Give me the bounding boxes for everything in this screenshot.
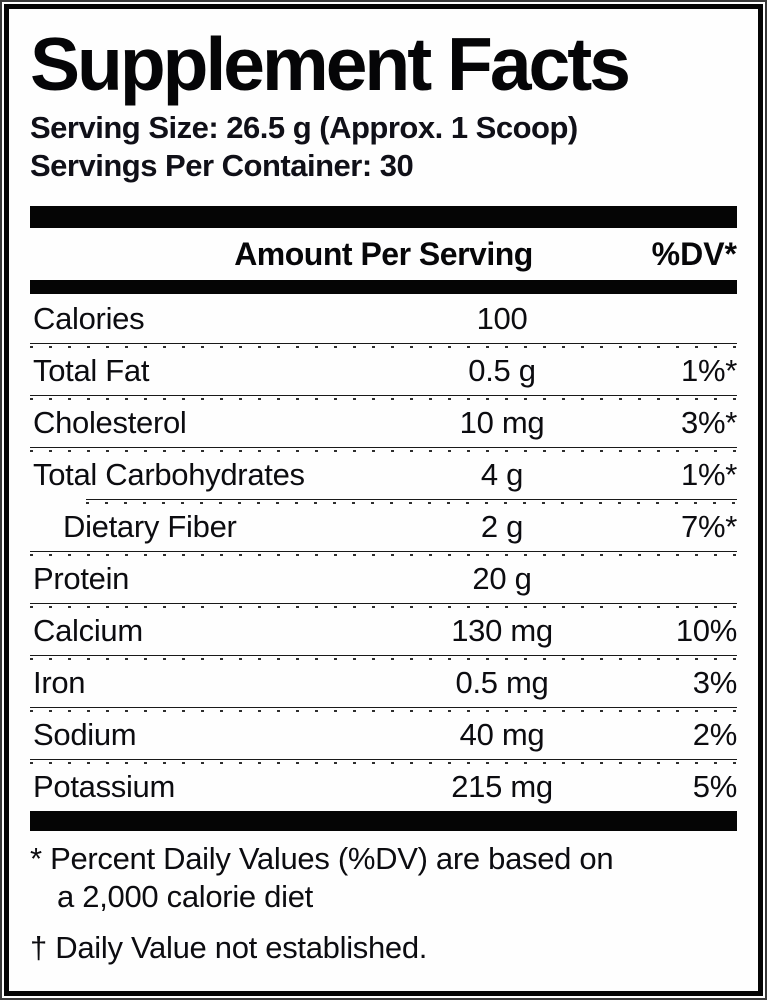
row-divider xyxy=(30,759,737,762)
row-divider xyxy=(30,551,737,554)
separator-bar-bottom xyxy=(30,811,737,831)
nutrient-row xyxy=(30,762,737,811)
column-header-row xyxy=(30,228,737,280)
row-divider xyxy=(30,447,737,450)
nutrient-amount: 20 g xyxy=(472,560,532,596)
nutrient-amount: 215 mg xyxy=(451,768,553,804)
nutrient-row xyxy=(30,606,737,655)
nutrient-daily-value: 3% xyxy=(692,664,737,700)
row-divider xyxy=(30,707,737,710)
percent-dv-header: %DV* xyxy=(651,235,737,272)
servings-per-container-text: Servings Per Container: 30 xyxy=(30,148,414,183)
amount-per-serving-header: Amount Per Serving xyxy=(234,235,533,272)
nutrient-row xyxy=(30,398,737,447)
row-divider xyxy=(30,395,737,398)
nutrient-amount: 10 mg xyxy=(459,404,545,440)
facts-rows xyxy=(30,294,737,811)
percent-dv-footnote xyxy=(30,840,737,916)
daily-value-footnote: † Daily Value not established. xyxy=(30,930,428,965)
nutrient-name: Sodium xyxy=(33,716,137,752)
nutrient-amount: 130 mg xyxy=(451,612,553,648)
nutrient-amount: 0.5 g xyxy=(468,352,536,388)
nutrient-amount: 4 g xyxy=(480,456,524,492)
nutrient-row xyxy=(30,554,737,603)
nutrient-amount: 2 g xyxy=(480,508,524,544)
nutrient-name: Dietary Fiber xyxy=(63,508,237,544)
row-divider xyxy=(86,499,737,502)
label-title: Supplement Facts xyxy=(30,22,628,106)
nutrient-daily-value: 3%* xyxy=(681,404,737,440)
separator-bar-header xyxy=(30,280,737,294)
row-divider xyxy=(30,603,737,606)
nutrient-name: Total Carbohydrates xyxy=(33,456,305,492)
nutrient-amount: 100 xyxy=(476,300,528,336)
nutrient-name: Potassium xyxy=(33,768,176,804)
nutrient-name: Protein xyxy=(33,560,130,596)
nutrient-name: Calories xyxy=(33,300,145,336)
nutrient-amount: 40 mg xyxy=(459,716,545,752)
nutrient-daily-value: 1%* xyxy=(681,456,737,492)
nutrient-daily-value: 2% xyxy=(692,716,737,752)
row-divider xyxy=(30,343,737,346)
nutrient-name: Calcium xyxy=(33,612,143,648)
percent-dv-footnote-line1: * Percent Daily Values (%DV) are based on xyxy=(30,841,614,876)
nutrient-name: Total Fat xyxy=(33,352,150,388)
nutrient-daily-value: 10% xyxy=(675,612,737,648)
serving-size-text: Serving Size: 26.5 g (Approx. 1 Scoop) xyxy=(30,110,578,145)
nutrient-amount: 0.5 mg xyxy=(455,664,549,700)
nutrient-row xyxy=(30,658,737,707)
nutrient-daily-value: 1%* xyxy=(681,352,737,388)
nutrient-name: Cholesterol xyxy=(33,404,187,440)
percent-dv-footnote-line2: a 2,000 calorie diet xyxy=(57,879,313,914)
row-divider xyxy=(30,655,737,658)
footnotes xyxy=(30,831,737,967)
nutrient-daily-value: 7%* xyxy=(681,508,737,544)
nutrient-row xyxy=(30,294,737,343)
serving-info xyxy=(30,109,737,185)
nutrient-row xyxy=(30,710,737,759)
nutrient-daily-value: 5% xyxy=(692,768,737,804)
nutrient-row xyxy=(30,346,737,395)
nutrient-row xyxy=(30,502,737,551)
nutrient-row xyxy=(30,450,737,499)
label-panel xyxy=(4,4,763,996)
nutrient-name: Iron xyxy=(33,664,86,700)
separator-bar-top xyxy=(30,206,737,228)
